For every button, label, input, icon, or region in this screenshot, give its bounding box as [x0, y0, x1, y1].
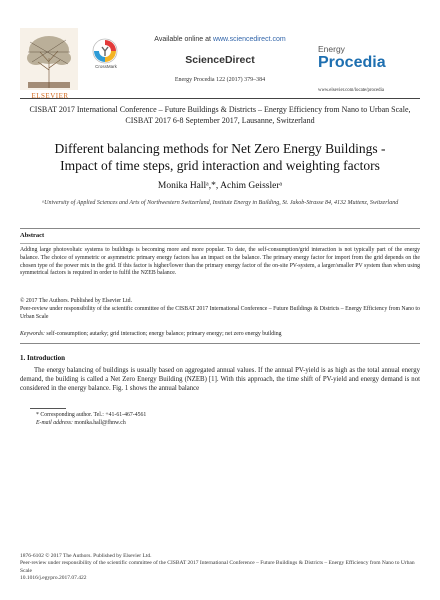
journal-homepage-link[interactable]: www.elsevier.com/locate/procedia	[318, 88, 385, 93]
elsevier-tree-logo-icon	[20, 28, 78, 90]
conference-line: CISBAT 2017 International Conference – Future Buildings & Districts – Energy Efficiency from Nano to Urban Scale, CISBAT 2017 6-8 September 2017, Lausanne, Switzerland	[29, 105, 411, 125]
bottom-peer-review-line: Peer-review under responsibility of the scientific committee of the CISBAT 2017 International Conference – Future Buildings & Districts – Energy Efficiency from Nano to Urban Scale	[20, 560, 415, 574]
abstract-top-divider	[20, 228, 420, 229]
introduction-paragraph: The energy balancing of buildings is usually based on aggregated annual values. If the annual PV-yield is as high as the total annual energy demand, the building is called a Net Zero Energy Building (NZEB) [1]. With this approach, the time shift of PV-yield and energy demand is not considered in the energy balance. Fig. 1 shows the annual balance	[20, 367, 420, 393]
peer-review-line: Peer-review under responsibility of the scientific committee of the CISBAT 2017 International Conference – Future Buildings & Districts – Energy Efficiency from Nano to Urban Scale	[20, 305, 420, 320]
header-divider	[20, 98, 420, 99]
issn-line: 1876-6102 © 2017 The Authors. Published by Elsevier Ltd.	[20, 553, 152, 559]
email-address[interactable]: monika.hall@fhnw.ch	[72, 419, 126, 426]
footnote	[36, 412, 416, 428]
affiliation: ᵃUniversity of Applied Sciences and Arts of Northwestern Switzerland, Institute Energy in Building, St. Jakob-Strasse 84, 4132 Muttenz, Switzerland	[41, 200, 399, 206]
journal-brand-small: Energy	[318, 44, 345, 54]
keywords-label: Keywords:	[20, 331, 45, 337]
available-prefix: Available online at	[154, 36, 213, 43]
journal-brand-large: Procedia	[318, 54, 386, 71]
title-line-2: Impact of time steps, grid interaction and weighting factors	[60, 158, 380, 173]
journal-reference: Energy Procedia 122 (2017) 379–384	[174, 77, 266, 83]
abstract-bottom-divider	[20, 343, 420, 344]
copyright-line: © 2017 The Authors. Published by Elsevier Ltd.	[20, 298, 133, 304]
corresponding-author: * Corresponding author. Tel.: +41-61-467-4561	[36, 412, 147, 418]
section-heading-introduction: 1. Introduction	[20, 354, 65, 362]
abstract-body: Adding large photovoltaic systems to buildings is becoming more and more popular. To date, the self-consumption/grid interaction is not typically part of the energy balance. The choice of symmetric or asymmetric primary energy factors has an impact on the balance. The primary energy factor for import from the grid depends on the chosen type of the power mix in the grid. If this factor is higher/lower than the primary energy factor of the on-site PV-system, a larger/smaller PV system than when using symmetrical factors is required in order to fulfil the NZEB balance.	[20, 247, 420, 277]
crossmark-icon[interactable]	[92, 38, 118, 64]
footnote-divider	[30, 408, 66, 409]
publisher-name: ELSEVIER	[31, 92, 69, 100]
abstract-heading: Abstract	[20, 232, 45, 239]
crossmark-label: CrossMark	[95, 64, 117, 69]
authors: Monika Hallᵃ,*, Achim Geisslerᵃ	[157, 181, 283, 191]
abstract-sub-divider	[20, 243, 420, 244]
title-line-1: Different balancing methods for Net Zero Energy Buildings -	[54, 141, 386, 156]
keywords-line	[20, 331, 420, 337]
sciencedirect-link[interactable]: www.sciencedirect.com	[212, 36, 286, 43]
keywords-list: self-consumption; autarky; grid interaction; energy balance; primary energy; net zero energy building	[44, 331, 282, 337]
doi-line[interactable]: 10.1016/j.egypro.2017.07.422	[20, 575, 87, 582]
bottom-publication-info	[20, 553, 420, 583]
paper-title	[20, 140, 420, 174]
sciencedirect-logo: ScienceDirect	[185, 54, 255, 66]
email-line	[36, 420, 416, 428]
copyright-block	[20, 298, 420, 321]
available-online-line	[130, 36, 310, 43]
email-label: E-mail address:	[36, 419, 73, 426]
